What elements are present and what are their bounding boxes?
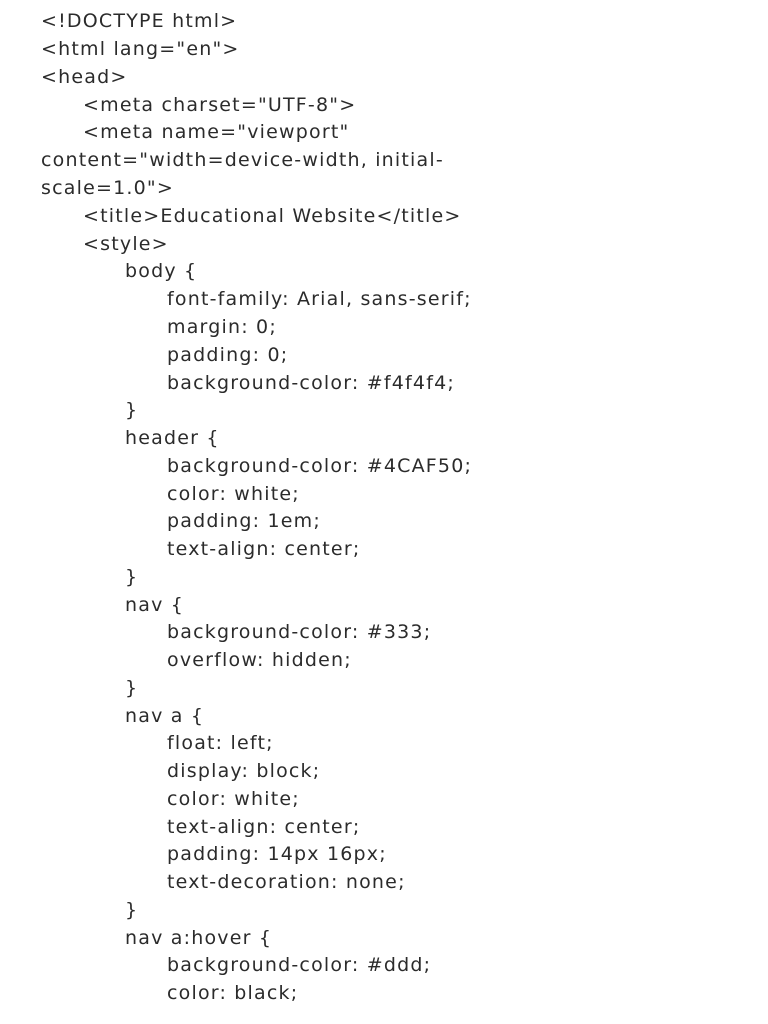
code-line: <meta charset="UTF-8"> bbox=[83, 94, 357, 116]
code-line: background-color: #ddd; bbox=[167, 954, 432, 976]
code-line: font-family: Arial, sans-serif; bbox=[167, 288, 472, 310]
code-line: margin: 0; bbox=[167, 316, 277, 338]
code-line: text-align: center; bbox=[167, 538, 361, 560]
code-line: overflow: hidden; bbox=[167, 649, 352, 671]
code-line: <meta name="viewport" bbox=[83, 121, 350, 143]
code-line: scale=1.0"> bbox=[41, 177, 174, 199]
code-line: nav a:hover { bbox=[125, 927, 273, 949]
code-line: <!DOCTYPE html> bbox=[41, 10, 238, 32]
code-line: <title>Educational Website</title> bbox=[83, 205, 462, 227]
code-line: padding: 14px 16px; bbox=[167, 843, 387, 865]
code-line: <html lang="en"> bbox=[41, 38, 240, 60]
code-line: background-color: #f4f4f4; bbox=[167, 372, 455, 394]
code-line: color: white; bbox=[167, 788, 300, 810]
code-line: } bbox=[125, 677, 139, 699]
code-line: text-align: center; bbox=[167, 816, 361, 838]
code-line: padding: 1em; bbox=[167, 510, 321, 532]
code-line: padding: 0; bbox=[167, 344, 289, 366]
code-line: nav { bbox=[125, 594, 185, 616]
code-line: <style> bbox=[83, 233, 169, 255]
code-line: background-color: #333; bbox=[167, 621, 432, 643]
code-line: color: black; bbox=[167, 982, 299, 1004]
code-line: display: block; bbox=[167, 760, 321, 782]
code-line: header { bbox=[125, 427, 220, 449]
code-line: } bbox=[125, 566, 139, 588]
code-line: nav a { bbox=[125, 705, 205, 727]
code-line: } bbox=[125, 399, 139, 421]
code-line: <head> bbox=[41, 66, 128, 88]
code-line: content="width=device-width, initial- bbox=[41, 149, 444, 171]
code-line: body { bbox=[125, 260, 198, 282]
code-line: text-decoration: none; bbox=[167, 871, 406, 893]
code-line: float: left; bbox=[167, 732, 274, 754]
code-line: color: white; bbox=[167, 483, 300, 505]
code-line: } bbox=[125, 899, 139, 921]
code-line: background-color: #4CAF50; bbox=[167, 455, 473, 477]
